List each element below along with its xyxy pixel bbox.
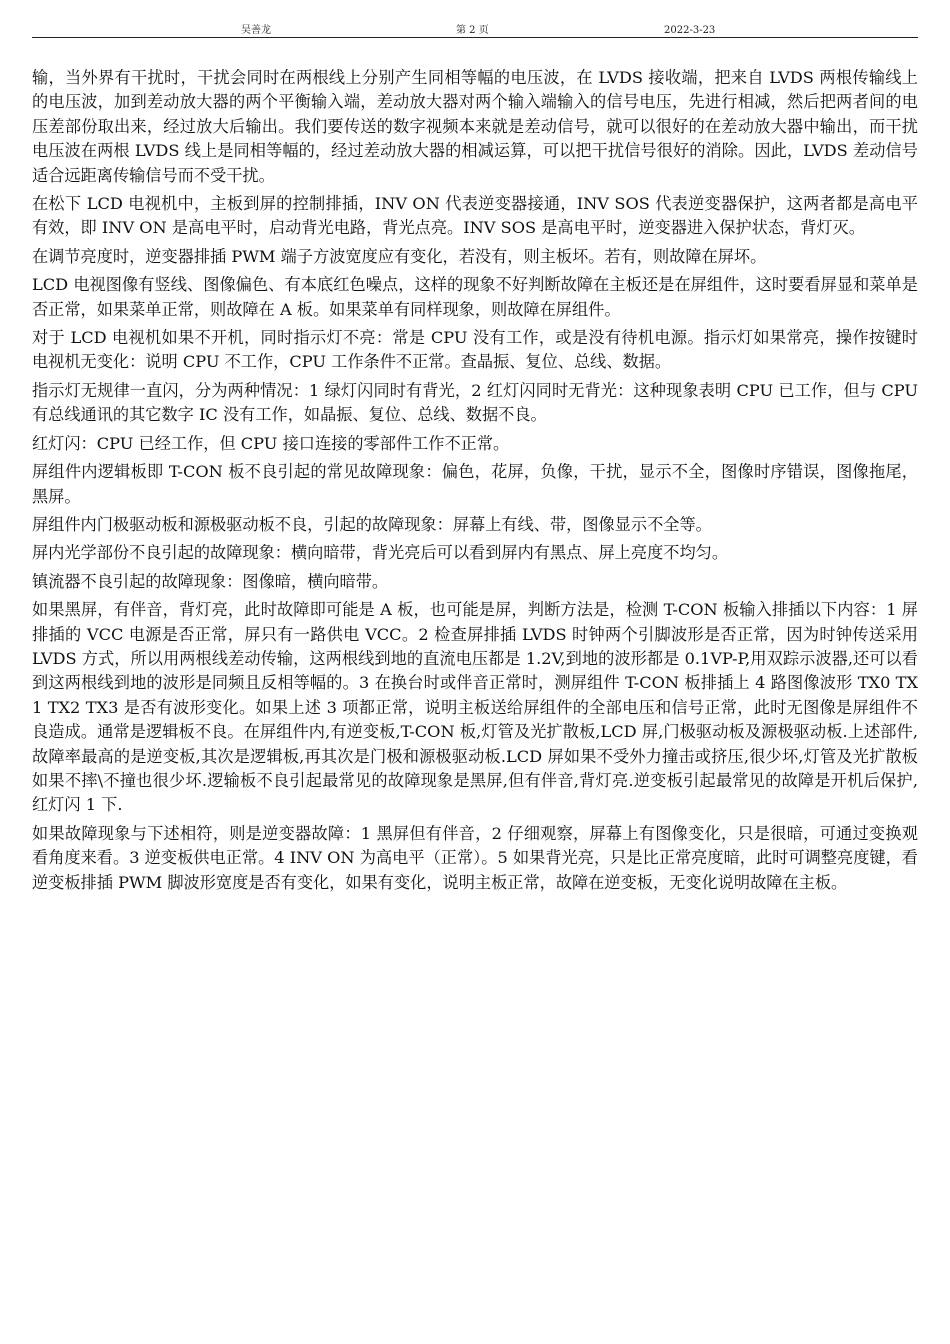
paragraph-driver-board-faults: 屏组件内门极驱动板和源极驱动板不良，引起的故障现象：屏幕上有线、带，图像显示不全等。 xyxy=(32,514,712,534)
paragraph-tcon-faults: 屏组件内逻辑板即 T-CON 板不良引起的常见故障现象：偏色，花屏，负像，干扰，显示不全，图像时序错误，图像拖尾，黑屏。 xyxy=(32,462,918,506)
paragraph-optical-faults: 屏内光学部份不良引起的故障现象：横向暗带，背光亮后可以看到屏内有黑点、屏上亮度不均匀。 xyxy=(32,543,729,563)
header-page-number: 第 2 页 xyxy=(456,25,489,36)
document-body xyxy=(32,66,918,899)
paragraph-inverter-diagnosis: 如果故障现象与下述相符，则是逆变器故障：1 黑屏但有伴音，2 仔细观察，屏幕上有图像变化，只是很暗，可通过变换观看角度来看。3 逆变板供电正常。4 INV ON 为高电平（正常）。5 如果背光亮，只是比正常亮度暗，此时可调整亮度键，看逆变板排插 PWM 脚波形宽度是否有变化，如果有变化，说明主板正常，故障在逆变板，无变化说明故障在主板。 xyxy=(32,823,918,892)
paragraph-lvds-interference: 输，当外界有干扰时，干扰会同时在两根线上分别产生同相等幅的电压波，在 LVDS 接收端，把来自 LVDS 两根传输线上的电压波，加到差动放大器的两个平衡输入端，差动放大器对两个输入端输入的信号电压，先进行相减，然后把两者间的电压差部份取出来，经过放大后输出。我们要传送的数字视频本来就是差动信号，就可以很好的在差动放大器中输出，而干扰电压波在两根 LVDS 线上是同相等幅的，经过差动放大器的相减运算，可以把干扰信号很好的消除。因此，LVDS 差动信号适合远距离传输信号而不受干扰。 xyxy=(32,68,918,185)
paragraph-vertical-lines: LCD 电视图像有竖线、图像偏色、有本底红色噪点，这样的现象不好判断故障在主板还是在屏组件，这时要看屏显和菜单是否正常，如果菜单正常，则故障在 A 板。如果菜单有同样现象，则故障在屏组件。 xyxy=(32,275,918,319)
paragraph-brightness-pwm: 在调节亮度时，逆变器排插 PWM 端子方波宽度应有变化，若没有，则主板坏。若有，则故障在屏坏。 xyxy=(32,246,767,266)
paragraph-red-led: 红灯闪：CPU 已经工作，但 CPU 接口连接的零部件工作不正常。 xyxy=(32,433,510,453)
paragraph-inv-control: 在松下 LCD 电视机中，主板到屏的控制排插，INV ON 代表逆变器接通，INV SOS 代表逆变器保护，这两者都是高电平有效，即 INV ON 是高电平时，启动背光电路，背光点亮。INV SOS 是高电平时，逆变器进入保护状态，背灯灭。 xyxy=(32,194,918,238)
paragraph-no-power: 对于 LCD 电视机如果不开机，同时指示灯不亮：常是 CPU 没有工作，或是没有待机电源。指示灯如果常亮，操作按键时电视机无变化：说明 CPU 不工作，CPU 工作条件不正常。查晶振、复位、总线、数据。 xyxy=(32,328,918,372)
paragraph-blinking-led: 指示灯无规律一直闪，分为两种情况：1 绿灯闪同时有背光，2 红灯闪同时无背光：这种现象表明 CPU 已工作，但与 CPU 有总线通讯的其它数字 IC 没有工作，如晶振、复位、总线、数据不良。 xyxy=(32,380,918,425)
page-header xyxy=(32,25,918,38)
header-author: 吴善龙 xyxy=(241,25,271,36)
paragraph-ballast-faults: 镇流器不良引起的故障现象：图像暗，横向暗带。 xyxy=(32,571,389,591)
header-date: 2022-3-23 xyxy=(664,25,716,36)
paragraph-black-screen-diagnosis: 如果黑屏，有伴音，背灯亮，此时故障即可能是 A 板，也可能是屏，判断方法是，检测 T-CON 板输入排插以下内容：1 屏排插的 VCC 电源是否正常，屏只有一路供电 VCC。2 检查屏排插 LVDS 时钟两个引脚波形是否正常，因为时钟传送采用 LVDS 方式，所以用两根线差动传输，这两根线到地的直流电压都是 1.2V,到地的波形都是 0.1VP-P,用双踪示波器,还可以看到这两根线到地的波形是同频且反相等幅的。3 在换台时或伴音正常时，测屏组件 T-CON 板排插上 4 路图像波形 TX0 TX1 TX2 TX3 是否有波形变化。如果上述 3 项都正常，说明主板送给屏组件的全部电压和信号正常，此时无图像是屏组件不良造成。通常是逻辑板不良。在屏组件内,有逆变板,T-CON 板,灯管及光扩散板,LCD 屏,门极驱动板及源极驱动板.上述部件,故障率最高的是逆变板,其次是逻辑板,再其次是门极和源极驱动板.LCD 屏如果不受外力撞击或挤压,很少坏,灯管及光扩散板如果不摔\不撞也很少坏.逻输板不良引起最常见的故障现象是黑屏,但有伴音,背灯亮.逆变板引起最常见的故障是开机后保护,红灯闪 1 下. xyxy=(32,600,918,815)
